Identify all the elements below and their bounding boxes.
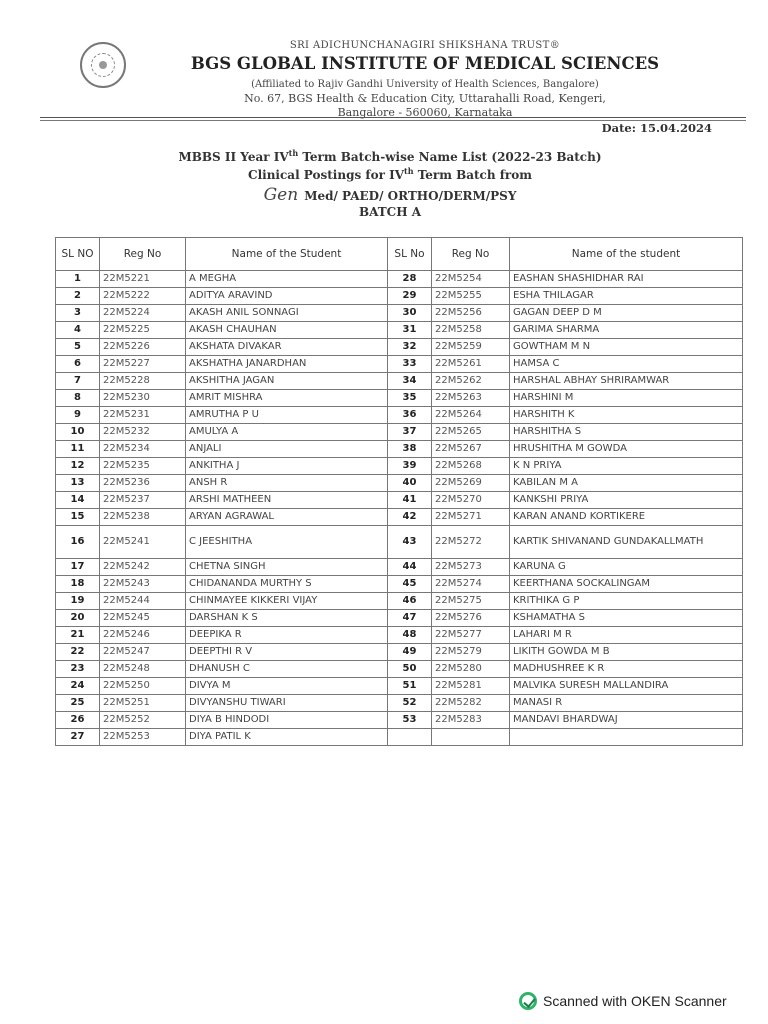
reg-no-cell: 22M5279 xyxy=(432,644,510,661)
reg-no-cell: 22M5262 xyxy=(432,373,510,390)
reg-no-cell: 22M5234 xyxy=(100,441,186,458)
student-name-cell: C JEESHITHA xyxy=(186,526,388,559)
reg-no-cell: 22M5243 xyxy=(100,576,186,593)
student-name-cell: DHANUSH C xyxy=(186,661,388,678)
sl-cell: 30 xyxy=(388,305,432,322)
reg-no-cell: 22M5237 xyxy=(100,492,186,509)
student-name-cell: ARYAN AGRAWAL xyxy=(186,509,388,526)
reg-no-cell: 22M5256 xyxy=(432,305,510,322)
student-name-cell: DIVYANSHU TIWARI xyxy=(186,695,388,712)
sl-cell: 25 xyxy=(56,695,100,712)
student-name-cell: AKSHATHA JANARDHAN xyxy=(186,356,388,373)
reg-no-cell: 22M5265 xyxy=(432,424,510,441)
reg-no-cell: 22M5264 xyxy=(432,407,510,424)
table-row xyxy=(56,271,743,288)
reg-no-cell: 22M5277 xyxy=(432,627,510,644)
sl-cell: 10 xyxy=(56,424,100,441)
student-name-cell: DIYA B HINDODI xyxy=(186,712,388,729)
table-row xyxy=(56,695,743,712)
sl-cell: 6 xyxy=(56,356,100,373)
sl-cell: 50 xyxy=(388,661,432,678)
student-name-cell: ANSH R xyxy=(186,475,388,492)
header-name-left: Name of the Student xyxy=(186,238,388,271)
reg-no-cell: 22M5263 xyxy=(432,390,510,407)
table-row xyxy=(56,492,743,509)
sl-cell: 28 xyxy=(388,271,432,288)
reg-no-cell: 22M5224 xyxy=(100,305,186,322)
sl-cell: 52 xyxy=(388,695,432,712)
reg-no-cell: 22M5283 xyxy=(432,712,510,729)
reg-no-cell: 22M5248 xyxy=(100,661,186,678)
sl-cell: 22 xyxy=(56,644,100,661)
sl-cell: 36 xyxy=(388,407,432,424)
sl-cell: 39 xyxy=(388,458,432,475)
reg-no-cell: 22M5255 xyxy=(432,288,510,305)
student-name-cell: MALVIKA SURESH MALLANDIRA xyxy=(510,678,743,695)
table-row xyxy=(56,610,743,627)
reg-no-cell: 22M5281 xyxy=(432,678,510,695)
student-name-cell: AKSHATA DIVAKAR xyxy=(186,339,388,356)
affiliation-line: (Affiliated to Rajiv Gandhi University of Health Sciences, Bangalore) xyxy=(251,79,599,90)
header-sl-left: SL NO xyxy=(56,238,100,271)
reg-no-cell: 22M5241 xyxy=(100,526,186,559)
oken-scanner-logo-icon xyxy=(519,992,537,1010)
sl-cell: 40 xyxy=(388,475,432,492)
student-name-cell: AKASH CHAUHAN xyxy=(186,322,388,339)
table-row xyxy=(56,288,743,305)
sl-cell: 16 xyxy=(56,526,100,559)
sl-cell: 51 xyxy=(388,678,432,695)
student-name-cell: KARUNA G xyxy=(510,559,743,576)
trust-name: SRI ADICHUNCHANAGIRI SHIKSHANA TRUST® xyxy=(289,40,561,51)
reg-no-cell: 22M5251 xyxy=(100,695,186,712)
student-name-cell: KANKSHI PRIYA xyxy=(510,492,743,509)
batch-label: BATCH A xyxy=(358,205,422,219)
reg-no-cell: 22M5252 xyxy=(100,712,186,729)
scanner-watermark xyxy=(519,991,727,1011)
title-line-1-end: Term Batch-wise Name List (2022-23 Batch) xyxy=(298,150,602,164)
reg-no-cell: 22M5269 xyxy=(432,475,510,492)
reg-no-cell: 22M5236 xyxy=(100,475,186,492)
student-name-cell: GAGAN DEEP D M xyxy=(510,305,743,322)
reg-no-cell: 22M5268 xyxy=(432,458,510,475)
reg-no-cell: 22M5258 xyxy=(432,322,510,339)
header-sl-right: SL No xyxy=(388,238,432,271)
reg-no-cell: 22M5267 xyxy=(432,441,510,458)
student-name-cell xyxy=(510,729,743,746)
student-name-cell: DARSHAN K S xyxy=(186,610,388,627)
student-name-cell: ADITYA ARAVIND xyxy=(186,288,388,305)
student-name-cell: KRITHIKA G P xyxy=(510,593,743,610)
table-row xyxy=(56,576,743,593)
reg-no-cell: 22M5221 xyxy=(100,271,186,288)
table-row xyxy=(56,339,743,356)
table-row xyxy=(56,661,743,678)
student-name-cell: DEEPIKA R xyxy=(186,627,388,644)
student-name-cell: ANJALI xyxy=(186,441,388,458)
student-name-cell: HARSHINI M xyxy=(510,390,743,407)
student-name-cell: AKSHITHA JAGAN xyxy=(186,373,388,390)
reg-no-cell: 22M5261 xyxy=(432,356,510,373)
reg-no-cell: 22M5244 xyxy=(100,593,186,610)
sl-cell: 19 xyxy=(56,593,100,610)
table-row xyxy=(56,712,743,729)
reg-no-cell: 22M5282 xyxy=(432,695,510,712)
table-header-row xyxy=(56,238,743,271)
table-row xyxy=(56,356,743,373)
table-row xyxy=(56,441,743,458)
table-row xyxy=(56,526,743,559)
student-name-cell: DIVYA M xyxy=(186,678,388,695)
table-row xyxy=(56,305,743,322)
student-name-cell: DIYA PATIL K xyxy=(186,729,388,746)
reg-no-cell: 22M5222 xyxy=(100,288,186,305)
student-name-cell: HAMSA C xyxy=(510,356,743,373)
sl-cell: 7 xyxy=(56,373,100,390)
sl-cell: 49 xyxy=(388,644,432,661)
reg-no-cell: 22M5245 xyxy=(100,610,186,627)
sl-cell: 34 xyxy=(388,373,432,390)
reg-no-cell: 22M5246 xyxy=(100,627,186,644)
student-name-cell: LIKITH GOWDA M B xyxy=(510,644,743,661)
reg-no-cell: 22M5259 xyxy=(432,339,510,356)
sl-cell: 17 xyxy=(56,559,100,576)
sl-cell: 5 xyxy=(56,339,100,356)
title-line-2-end: Term Batch from xyxy=(413,168,532,182)
sl-cell: 48 xyxy=(388,627,432,644)
title-line-1-start: MBBS II Year IV xyxy=(178,150,289,164)
title-line-2 xyxy=(140,166,640,182)
sl-cell: 21 xyxy=(56,627,100,644)
student-name-cell: MADHUSHREE K R xyxy=(510,661,743,678)
reg-no-cell: 22M5280 xyxy=(432,661,510,678)
sl-cell: 1 xyxy=(56,271,100,288)
reg-no-cell: 22M5227 xyxy=(100,356,186,373)
sl-cell: 44 xyxy=(388,559,432,576)
header-rule xyxy=(40,117,746,118)
title-line-2-sup: th xyxy=(404,166,414,176)
address-line-1: No. 67, BGS Health & Education City, Uttarahalli Road, Kengeri, xyxy=(244,92,606,105)
sl-cell: 38 xyxy=(388,441,432,458)
table-row xyxy=(56,424,743,441)
student-name-cell: GOWTHAM M N xyxy=(510,339,743,356)
table-row xyxy=(56,509,743,526)
sl-cell: 23 xyxy=(56,661,100,678)
reg-no-cell: 22M5271 xyxy=(432,509,510,526)
sl-cell: 26 xyxy=(56,712,100,729)
header-reg-left: Reg No xyxy=(100,238,186,271)
student-name-cell: CHETNA SINGH xyxy=(186,559,388,576)
sl-cell: 33 xyxy=(388,356,432,373)
sl-cell: 45 xyxy=(388,576,432,593)
reg-no-cell: 22M5232 xyxy=(100,424,186,441)
sl-cell: 8 xyxy=(56,390,100,407)
student-name-cell: A MEGHA xyxy=(186,271,388,288)
title-line-1-sup: th xyxy=(288,148,299,158)
table-row xyxy=(56,475,743,492)
header-name-right: Name of the student xyxy=(510,238,743,271)
student-name-cell: HARSHITHA S xyxy=(510,424,743,441)
reg-no-cell: 22M5253 xyxy=(100,729,186,746)
sl-cell xyxy=(388,729,432,746)
reg-no-cell: 22M5275 xyxy=(432,593,510,610)
table-row xyxy=(56,627,743,644)
table-row xyxy=(56,458,743,475)
student-name-cell: KEERTHANA SOCKALINGAM xyxy=(510,576,743,593)
table-row xyxy=(56,559,743,576)
student-name-cell: CHIDANANDA MURTHY S xyxy=(186,576,388,593)
sl-cell: 32 xyxy=(388,339,432,356)
student-name-cell: ESHA THILAGAR xyxy=(510,288,743,305)
student-name-cell: EASHAN SHASHIDHAR RAI xyxy=(510,271,743,288)
table-row xyxy=(56,729,743,746)
reg-no-cell: 22M5228 xyxy=(100,373,186,390)
sl-cell: 24 xyxy=(56,678,100,695)
postings-list: Med/ PAED/ ORTHO/DERM/PSY xyxy=(304,189,517,203)
table-row xyxy=(56,373,743,390)
scanner-text: Scanned with OKEN Scanner xyxy=(543,993,727,1009)
reg-no-cell: 22M5270 xyxy=(432,492,510,509)
student-name-cell: ARSHI MATHEEN xyxy=(186,492,388,509)
student-name-cell: LAHARI M R xyxy=(510,627,743,644)
student-name-cell: CHINMAYEE KIKKERI VIJAY xyxy=(186,593,388,610)
reg-no-cell: 22M5238 xyxy=(100,509,186,526)
student-name-cell: HARSHAL ABHAY SHRIRAMWAR xyxy=(510,373,743,390)
sl-cell: 46 xyxy=(388,593,432,610)
table-row xyxy=(56,407,743,424)
reg-no-cell: 22M5225 xyxy=(100,322,186,339)
student-name-cell: MANDAVI BHARDWAJ xyxy=(510,712,743,729)
student-name-cell: HARSHITH K xyxy=(510,407,743,424)
sl-cell: 27 xyxy=(56,729,100,746)
sl-cell: 13 xyxy=(56,475,100,492)
reg-no-cell: 22M5231 xyxy=(100,407,186,424)
title-line-3 xyxy=(140,185,640,205)
student-name-cell: ANKITHA J xyxy=(186,458,388,475)
student-table xyxy=(55,237,743,746)
student-name-cell: MANASI R xyxy=(510,695,743,712)
table-row xyxy=(56,644,743,661)
title-line-2-start: Clinical Postings for IV xyxy=(248,168,405,182)
sl-cell: 37 xyxy=(388,424,432,441)
sl-cell: 41 xyxy=(388,492,432,509)
student-name-cell: KARTIK SHIVANAND GUNDAKALLMATH xyxy=(510,526,743,559)
institute-emblem-icon xyxy=(80,42,126,88)
sl-cell: 18 xyxy=(56,576,100,593)
reg-no-cell: 22M5254 xyxy=(432,271,510,288)
reg-no-cell: 22M5226 xyxy=(100,339,186,356)
sl-cell: 2 xyxy=(56,288,100,305)
sl-cell: 20 xyxy=(56,610,100,627)
sl-cell: 53 xyxy=(388,712,432,729)
reg-no-cell: 22M5250 xyxy=(100,678,186,695)
table-row xyxy=(56,678,743,695)
sl-cell: 35 xyxy=(388,390,432,407)
reg-no-cell: 22M5235 xyxy=(100,458,186,475)
table-row xyxy=(56,593,743,610)
student-name-cell: K N PRIYA xyxy=(510,458,743,475)
table-row xyxy=(56,322,743,339)
reg-no-cell: 22M5242 xyxy=(100,559,186,576)
student-name-cell: AMRUTHA P U xyxy=(186,407,388,424)
table-row xyxy=(56,390,743,407)
student-name-cell: DEEPTHI R V xyxy=(186,644,388,661)
reg-no-cell: 22M5272 xyxy=(432,526,510,559)
sl-cell: 42 xyxy=(388,509,432,526)
reg-no-cell: 22M5247 xyxy=(100,644,186,661)
student-name-cell: GARIMA SHARMA xyxy=(510,322,743,339)
sl-cell: 29 xyxy=(388,288,432,305)
student-name-cell: HRUSHITHA M GOWDA xyxy=(510,441,743,458)
sl-cell: 12 xyxy=(56,458,100,475)
sl-cell: 9 xyxy=(56,407,100,424)
title-line-1 xyxy=(140,148,640,164)
sl-cell: 31 xyxy=(388,322,432,339)
sl-cell: 15 xyxy=(56,509,100,526)
student-name-cell: AMULYA A xyxy=(186,424,388,441)
student-name-cell: AMRIT MISHRA xyxy=(186,390,388,407)
student-name-cell: AKASH ANIL SONNAGI xyxy=(186,305,388,322)
sl-cell: 3 xyxy=(56,305,100,322)
sl-cell: 47 xyxy=(388,610,432,627)
sl-cell: 11 xyxy=(56,441,100,458)
student-name-cell: KSHAMATHA S xyxy=(510,610,743,627)
sl-cell: 14 xyxy=(56,492,100,509)
institute-name: BGS GLOBAL INSTITUTE OF MEDICAL SCIENCES xyxy=(190,54,660,73)
header-reg-right: Reg No xyxy=(432,238,510,271)
document-date: Date: 15.04.2024 xyxy=(601,121,712,135)
address-line-2: Bangalore - 560060, Karnataka xyxy=(337,106,513,119)
student-name-cell: KARAN ANAND KORTIKERE xyxy=(510,509,743,526)
reg-no-cell xyxy=(432,729,510,746)
handwritten-annotation: Gen xyxy=(263,185,299,205)
student-name-cell: KABILAN M A xyxy=(510,475,743,492)
sl-cell: 43 xyxy=(388,526,432,559)
sl-cell: 4 xyxy=(56,322,100,339)
reg-no-cell: 22M5274 xyxy=(432,576,510,593)
reg-no-cell: 22M5230 xyxy=(100,390,186,407)
reg-no-cell: 22M5276 xyxy=(432,610,510,627)
reg-no-cell: 22M5273 xyxy=(432,559,510,576)
